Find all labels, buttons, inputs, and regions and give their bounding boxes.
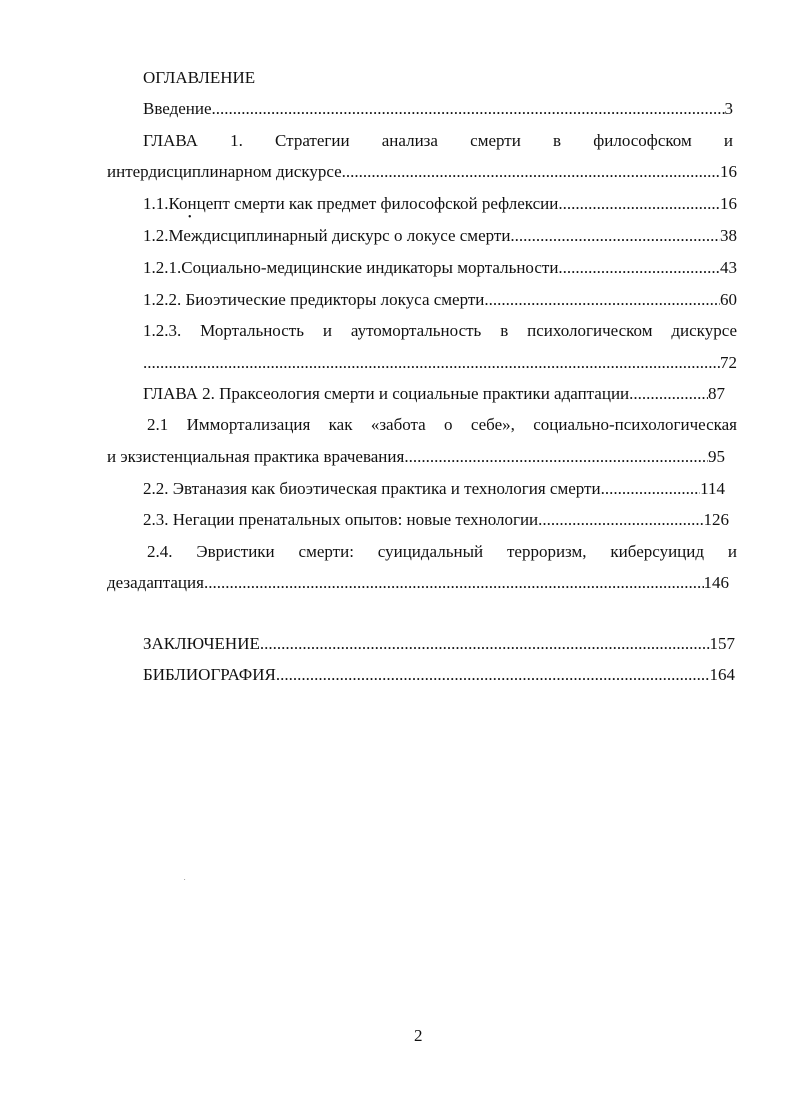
toc-entry-label: интердисциплинарном дискурсе: [107, 162, 342, 181]
toc-entry-section-2-1-line-2[interactable]: [107, 446, 725, 468]
toc-entry-label: 2.2. Эвтаназия как биоэтическая практика и технология смерти: [143, 479, 601, 498]
toc-entry-label: Введение: [143, 99, 212, 118]
dot-leader: [404, 446, 708, 468]
toc-entry-bibliography[interactable]: [143, 664, 735, 686]
toc-entry-section-2-1-line-1[interactable]: 2.1 Иммортализация как «забота о себе», социально-психологическая: [147, 415, 737, 434]
stray-mark: •: [188, 212, 192, 223]
toc-entry-label: Междисциплинарный дискурс о локусе смерти: [168, 226, 511, 245]
toc-entry-section-2-3[interactable]: [143, 509, 729, 531]
toc-entry-label: 1.2.2. Биоэтические предикторы локуса смерти: [143, 290, 485, 309]
toc-entry-label: ГЛАВА 2. Праксеология смерти и социальные практики адаптации: [143, 384, 630, 403]
toc-page-number: 60: [720, 290, 737, 309]
toc-page-number: 16: [720, 162, 737, 181]
dot-leader: [484, 289, 720, 311]
toc-entry-intro[interactable]: [143, 98, 733, 120]
toc-page-number: 16: [720, 194, 737, 213]
toc-entry-section-1-2[interactable]: [143, 225, 737, 247]
dot-leader: [143, 352, 720, 374]
toc-title: ОГЛАВЛЕНИЕ: [143, 68, 256, 87]
toc-page-number: 146: [703, 573, 729, 592]
dot-leader: [260, 633, 710, 655]
toc-entry-label: БИБЛИОГРАФИЯ: [143, 665, 276, 684]
dot-leader: [212, 98, 725, 120]
dot-leader: [276, 664, 710, 686]
dot-leader: [538, 509, 703, 531]
toc-entry-chapter-1-line-1[interactable]: ГЛАВА 1. Стратегии анализа смерти в философском и: [143, 131, 733, 150]
toc-entry-section-1-2-3-line-2[interactable]: [143, 352, 737, 374]
section-number: 1.2.: [143, 226, 169, 245]
toc-entry-label: дезадаптация: [107, 573, 204, 592]
toc-page-number: 38: [720, 226, 737, 245]
section-number: 1.1.: [143, 194, 169, 213]
dot-leader: [601, 478, 701, 500]
toc-entry-label: ЗАКЛЮЧЕНИЕ: [143, 634, 260, 653]
toc-page-number: 114: [700, 479, 725, 498]
toc-entry-section-1-2-1[interactable]: [143, 257, 737, 279]
toc-entry-conclusion[interactable]: [143, 633, 735, 655]
toc-entry-label: Концепт смерти как предмет философской рефлексии: [168, 194, 559, 213]
toc-entry-label: 2.3. Негации пренатальных опытов: новые технологии: [143, 510, 539, 529]
toc-entry-section-2-2[interactable]: [143, 478, 725, 500]
toc-entry-section-1-1[interactable]: [143, 193, 737, 215]
dot-leader: [510, 225, 720, 247]
dot-leader: [204, 572, 704, 594]
page-number: 2: [414, 1026, 423, 1045]
toc-page-number: 43: [720, 258, 737, 277]
toc-entry-label: 1.2.1.Социально-медицинские индикаторы мортальности: [143, 258, 559, 277]
toc-page-number: 126: [703, 510, 729, 529]
toc-page-number: 157: [709, 634, 735, 653]
toc-entry-section-1-2-2[interactable]: [143, 289, 737, 311]
toc-page-number: 3: [724, 99, 733, 118]
stray-mark: .: [184, 876, 186, 882]
toc-page-number: 87: [708, 384, 725, 403]
toc-entry-section-2-4-line-1[interactable]: 2.4. Эвристики смерти: суицидальный терроризм, киберсуицид и: [147, 542, 737, 561]
toc-page-number: 72: [720, 353, 737, 372]
dot-leader: [558, 257, 720, 279]
toc-entry-section-2-4-line-2[interactable]: [107, 572, 729, 594]
toc-page-number: 95: [708, 447, 725, 466]
toc-entry-section-1-2-3-line-1[interactable]: 1.2.3. Мортальность и аутомортальность в психологическом дискурсе: [143, 321, 737, 340]
dot-leader: [342, 161, 720, 183]
toc-entry-label: и экзистенциальная практика врачевания: [107, 447, 405, 466]
dot-leader: [558, 193, 720, 215]
toc-entry-chapter-2[interactable]: [143, 383, 725, 405]
toc-page-number: 164: [709, 665, 735, 684]
toc-entry-chapter-1-line-2[interactable]: [107, 161, 737, 183]
dot-leader: [629, 383, 708, 405]
